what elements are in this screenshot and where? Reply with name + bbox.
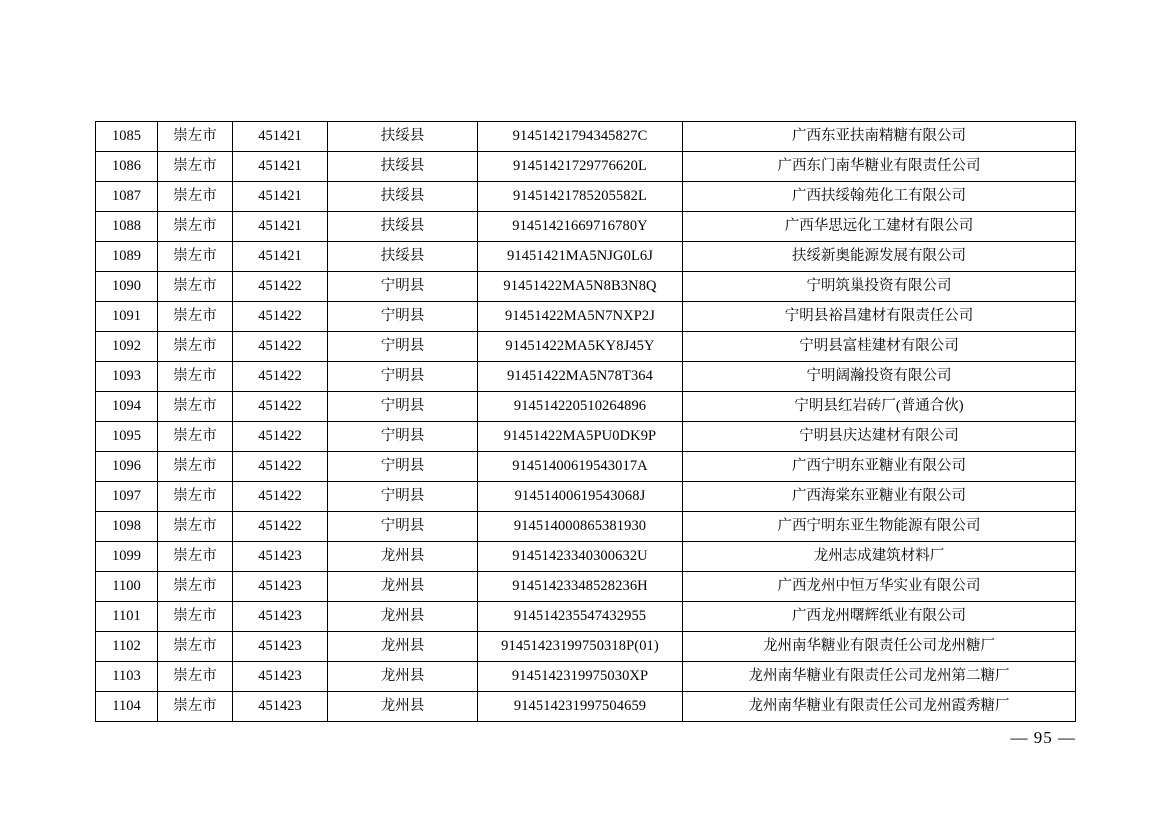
row-county: 扶绥县 (328, 242, 478, 272)
row-county: 宁明县 (328, 452, 478, 482)
row-county: 宁明县 (328, 332, 478, 362)
row-enterprise-name: 宁明县裕昌建材有限责任公司 (683, 302, 1076, 332)
row-city: 崇左市 (158, 602, 233, 632)
row-uscc: 914514000865381930 (478, 512, 683, 542)
row-enterprise-name: 扶绥新奥能源发展有限公司 (683, 242, 1076, 272)
row-index: 1101 (96, 602, 158, 632)
page-number: — 95 — (1010, 728, 1076, 747)
row-enterprise-name: 广西宁明东亚糖业有限公司 (683, 452, 1076, 482)
row-enterprise-name: 龙州南华糖业有限责任公司龙州糖厂 (683, 632, 1076, 662)
row-county: 龙州县 (328, 662, 478, 692)
row-index: 1096 (96, 452, 158, 482)
row-county: 龙州县 (328, 542, 478, 572)
table-row (96, 152, 1076, 182)
row-index: 1100 (96, 572, 158, 602)
row-division-code: 451422 (233, 422, 328, 452)
row-index: 1095 (96, 422, 158, 452)
row-uscc: 91451400619543068J (478, 482, 683, 512)
row-city: 崇左市 (158, 422, 233, 452)
row-city: 崇左市 (158, 152, 233, 182)
row-index: 1090 (96, 272, 158, 302)
row-county: 扶绥县 (328, 152, 478, 182)
row-index: 1093 (96, 362, 158, 392)
row-enterprise-name: 广西龙州曙辉纸业有限公司 (683, 602, 1076, 632)
row-city: 崇左市 (158, 512, 233, 542)
row-county: 宁明县 (328, 392, 478, 422)
row-city: 崇左市 (158, 572, 233, 602)
table-row (96, 512, 1076, 542)
row-county: 扶绥县 (328, 212, 478, 242)
row-county: 宁明县 (328, 482, 478, 512)
row-index: 1088 (96, 212, 158, 242)
row-uscc: 91451422MA5N8B3N8Q (478, 272, 683, 302)
row-uscc: 914514235547432955 (478, 602, 683, 632)
table-row (96, 332, 1076, 362)
row-county: 龙州县 (328, 572, 478, 602)
row-index: 1102 (96, 632, 158, 662)
row-city: 崇左市 (158, 482, 233, 512)
row-division-code: 451423 (233, 542, 328, 572)
table-row (96, 422, 1076, 452)
row-division-code: 451421 (233, 182, 328, 212)
row-uscc: 91451421669716780Y (478, 212, 683, 242)
table-row (96, 602, 1076, 632)
row-index: 1098 (96, 512, 158, 542)
row-county: 宁明县 (328, 512, 478, 542)
row-division-code: 451422 (233, 362, 328, 392)
row-enterprise-name: 广西宁明东亚生物能源有限公司 (683, 512, 1076, 542)
enterprise-table-container (95, 121, 1075, 722)
row-uscc: 91451422MA5KY8J45Y (478, 332, 683, 362)
row-uscc: 91451421785205582L (478, 182, 683, 212)
table-row (96, 482, 1076, 512)
row-uscc: 91451400619543017A (478, 452, 683, 482)
row-division-code: 451423 (233, 602, 328, 632)
table-row (96, 452, 1076, 482)
row-uscc: 914514220510264896 (478, 392, 683, 422)
row-division-code: 451423 (233, 662, 328, 692)
row-city: 崇左市 (158, 452, 233, 482)
row-enterprise-name: 广西海棠东亚糖业有限公司 (683, 482, 1076, 512)
row-city: 崇左市 (158, 692, 233, 722)
table-row (96, 302, 1076, 332)
row-division-code: 451423 (233, 692, 328, 722)
row-index: 1087 (96, 182, 158, 212)
row-city: 崇左市 (158, 302, 233, 332)
row-enterprise-name: 宁明县红岩砖厂(普通合伙) (683, 392, 1076, 422)
row-uscc: 91451421794345827C (478, 122, 683, 152)
row-division-code: 451421 (233, 212, 328, 242)
table-row (96, 122, 1076, 152)
row-city: 崇左市 (158, 242, 233, 272)
row-index: 1094 (96, 392, 158, 422)
row-county: 宁明县 (328, 302, 478, 332)
table-row (96, 242, 1076, 272)
row-division-code: 451422 (233, 392, 328, 422)
row-enterprise-name: 广西扶绥翰苑化工有限公司 (683, 182, 1076, 212)
row-uscc: 914514231997504659 (478, 692, 683, 722)
row-division-code: 451422 (233, 452, 328, 482)
row-enterprise-name: 宁明阔瀚投资有限公司 (683, 362, 1076, 392)
row-uscc: 91451423199750318P(01) (478, 632, 683, 662)
table-row (96, 272, 1076, 302)
row-uscc: 91451423348528236H (478, 572, 683, 602)
row-enterprise-name: 宁明县庆达建材有限公司 (683, 422, 1076, 452)
row-division-code: 451422 (233, 482, 328, 512)
row-county: 宁明县 (328, 422, 478, 452)
row-uscc: 91451421MA5NJG0L6J (478, 242, 683, 272)
row-index: 1092 (96, 332, 158, 362)
table-row (96, 692, 1076, 722)
row-city: 崇左市 (158, 122, 233, 152)
row-uscc: 91451422MA5N78T364 (478, 362, 683, 392)
table-row (96, 542, 1076, 572)
row-division-code: 451422 (233, 302, 328, 332)
row-index: 1086 (96, 152, 158, 182)
table-row (96, 662, 1076, 692)
row-index: 1089 (96, 242, 158, 272)
row-division-code: 451422 (233, 512, 328, 542)
row-index: 1085 (96, 122, 158, 152)
table-row (96, 212, 1076, 242)
row-uscc: 91451422MA5PU0DK9P (478, 422, 683, 452)
table-row (96, 182, 1076, 212)
row-county: 龙州县 (328, 632, 478, 662)
row-county: 扶绥县 (328, 182, 478, 212)
row-index: 1097 (96, 482, 158, 512)
row-index: 1103 (96, 662, 158, 692)
row-enterprise-name: 广西龙州中恒万华实业有限公司 (683, 572, 1076, 602)
row-enterprise-name: 龙州南华糖业有限责任公司龙州霞秀糖厂 (683, 692, 1076, 722)
row-county: 扶绥县 (328, 122, 478, 152)
row-county: 龙州县 (328, 602, 478, 632)
row-division-code: 451422 (233, 332, 328, 362)
row-enterprise-name: 广西华思远化工建材有限公司 (683, 212, 1076, 242)
enterprise-table (95, 121, 1076, 722)
row-county: 龙州县 (328, 692, 478, 722)
table-row (96, 572, 1076, 602)
row-division-code: 451421 (233, 122, 328, 152)
table-body (96, 122, 1076, 722)
row-city: 崇左市 (158, 362, 233, 392)
row-city: 崇左市 (158, 272, 233, 302)
row-enterprise-name: 宁明筑巢投资有限公司 (683, 272, 1076, 302)
row-uscc: 9145142319975030XP (478, 662, 683, 692)
row-city: 崇左市 (158, 182, 233, 212)
row-uscc: 91451423340300632U (478, 542, 683, 572)
row-division-code: 451422 (233, 272, 328, 302)
row-county: 宁明县 (328, 272, 478, 302)
row-city: 崇左市 (158, 542, 233, 572)
row-division-code: 451423 (233, 572, 328, 602)
table-row (96, 632, 1076, 662)
row-enterprise-name: 龙州志成建筑材料厂 (683, 542, 1076, 572)
row-index: 1099 (96, 542, 158, 572)
row-enterprise-name: 宁明县富桂建材有限公司 (683, 332, 1076, 362)
row-city: 崇左市 (158, 632, 233, 662)
row-enterprise-name: 广西东门南华糖业有限责任公司 (683, 152, 1076, 182)
row-index: 1104 (96, 692, 158, 722)
row-index: 1091 (96, 302, 158, 332)
table-row (96, 392, 1076, 422)
row-uscc: 91451421729776620L (478, 152, 683, 182)
row-division-code: 451421 (233, 242, 328, 272)
row-city: 崇左市 (158, 212, 233, 242)
row-uscc: 91451422MA5N7NXP2J (478, 302, 683, 332)
row-city: 崇左市 (158, 662, 233, 692)
row-division-code: 451423 (233, 632, 328, 662)
row-city: 崇左市 (158, 332, 233, 362)
row-division-code: 451421 (233, 152, 328, 182)
row-enterprise-name: 龙州南华糖业有限责任公司龙州第二糖厂 (683, 662, 1076, 692)
row-enterprise-name: 广西东亚扶南精糖有限公司 (683, 122, 1076, 152)
table-row (96, 362, 1076, 392)
row-county: 宁明县 (328, 362, 478, 392)
row-city: 崇左市 (158, 392, 233, 422)
